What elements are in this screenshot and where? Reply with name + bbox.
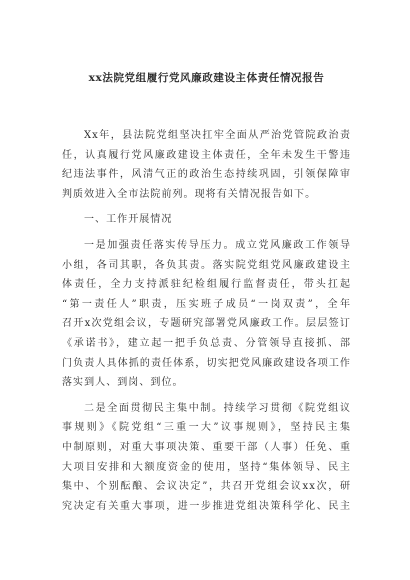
- text-line: 门负责人具体抓的责任体系，切实把党风廉政建设各项工作: [62, 357, 351, 369]
- section-heading: [62, 210, 351, 230]
- paragraph-intro: [62, 126, 351, 204]
- text-line: 事规则》《院党组“三重一大”议事规则》，坚持民主集: [62, 422, 351, 434]
- paragraph-responsibility: [62, 236, 351, 393]
- paragraph-democratic-centralism: [62, 399, 351, 517]
- text-line: 集中、个别酝酿、会议决定”，共召开党组会议xx次，研: [62, 481, 351, 493]
- text-line: “第一责任人”职责，压实班子成员“一岗双责”，全年: [62, 298, 351, 310]
- document-title: xx法院党组履行党风廉政建设主体责任情况报告: [88, 72, 325, 84]
- text-line: 纪违法事件，风清气正的政治生态持续巩固，引领保障审: [62, 169, 351, 181]
- text-line: 中制原则，对重大事项决策、重要干部（人事）任免、重: [62, 441, 351, 453]
- text-line: 究决定有关重大事项，进一步推进党组决策科学化、民主: [62, 500, 351, 512]
- text-line: 一是加强责任落实传导压力。成立党风廉政工作领导: [84, 239, 351, 251]
- text-line: 落实到人、到岗、到位。: [62, 377, 184, 389]
- text-line: 《承诺书》，建立起一把手负总责、分管领导直接抓、部: [62, 337, 351, 349]
- text-line: 召开x次党组会议，专题研究部署党风廉政工作。层层签订: [62, 318, 351, 330]
- text-line: 二是全面贯彻民主集中制。持续学习贯彻《院党组议: [84, 402, 351, 414]
- text-line: 体责任，全力支持派驻纪检组履行监督责任，带头扛起: [62, 279, 351, 291]
- text-line: 小组，各司其职，各负其责。落实院党组党风廉政建设主: [62, 259, 351, 271]
- text-line: 判质效进入全市法院前列。现将有关情况报告如下。: [62, 188, 317, 200]
- text-line: 任，认真履行党风廉政建设主体责任，全年未发生干警违: [62, 149, 351, 161]
- text-line: 大项目安排和大额度资金的使用，坚持“集体领导、民主: [62, 461, 351, 473]
- document-body: [62, 126, 351, 516]
- heading-text: 一、工作开展情况: [84, 214, 173, 226]
- text-line: Xx年，县法院党组坚决扛牢全面从严治党管院政治责: [84, 130, 351, 141]
